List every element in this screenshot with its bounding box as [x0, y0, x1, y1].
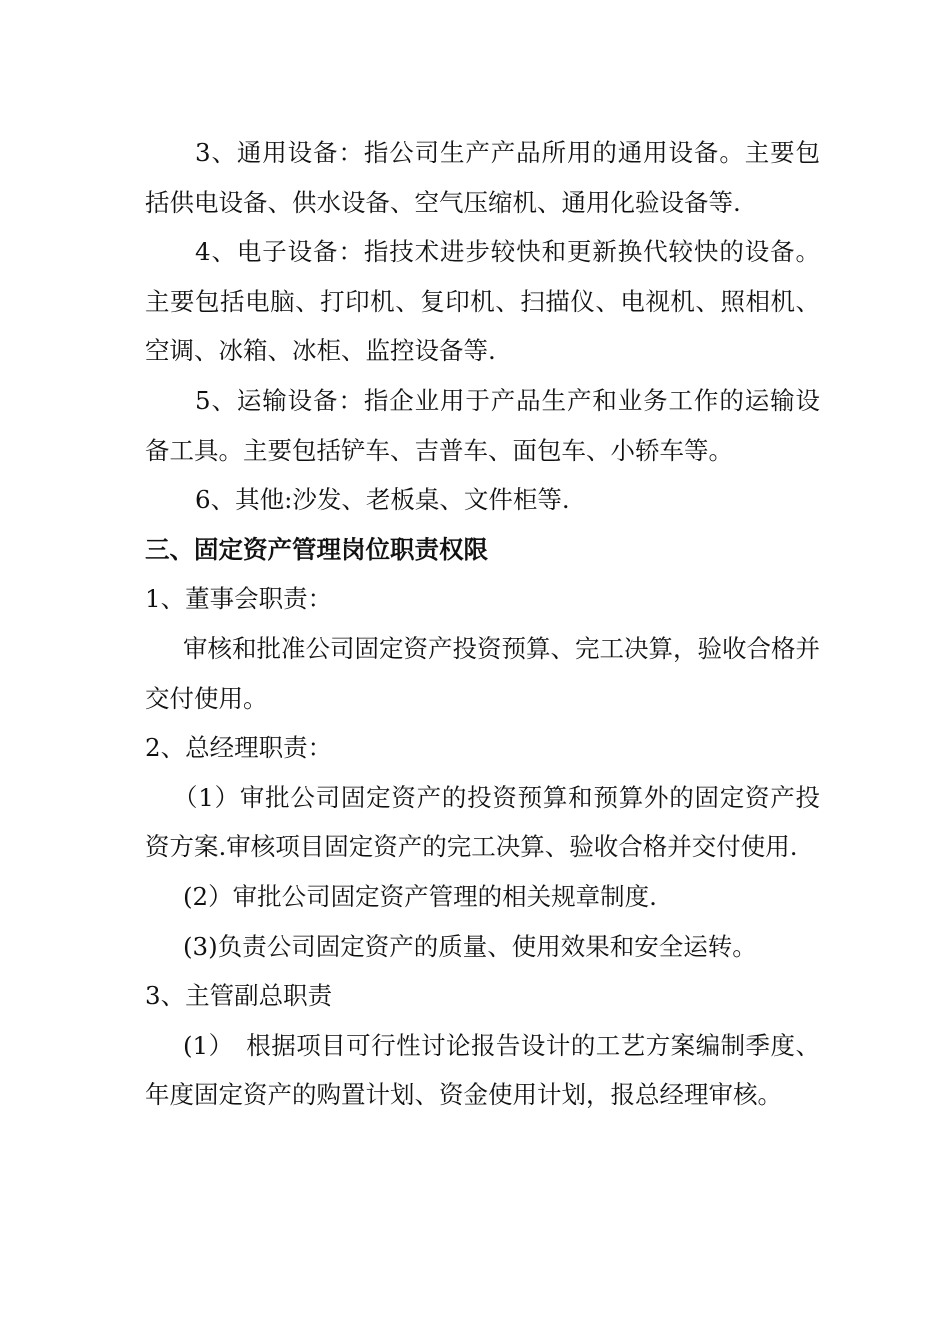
paragraph-general-equipment: 3、通用设备：指公司生产产品所用的通用设备。主要包括供电设备、供水设备、空气压缩机、通用化验设备等. — [145, 138, 820, 217]
subheading-gm-duties: 2、总经理职责： — [145, 733, 333, 763]
subheading-vp-duties: 3、主管副总职责 — [145, 981, 333, 1011]
paragraph-vp-duty-1: (1） 根据项目可行性讨论报告设计的工艺方案编制季度、年度固定资产的购置计划、资金使用计划，报总经理审核。 — [145, 1030, 820, 1110]
section-heading-responsibilities: 三、固定资产管理岗位职责权限 — [145, 534, 488, 564]
paragraph-gm-duty-1: （1）审批公司固定资产的投资预算和预算外的固定资产投资方案.审核项目固定资产的完工决算、验收合格并交付使用. — [145, 782, 820, 862]
paragraph-gm-duty-3: (3)负责公司固定资产的质量、使用效果和安全运转。 — [183, 931, 757, 961]
paragraph-other-items: 6、其他:沙发、老板桌、文件柜等. — [195, 485, 570, 515]
paragraph-electronic-equipment: 4、电子设备：指技术进步较快和更新换代较快的设备。主要包括电脑、打印机、复印机、扫描仪、电视机、照相机、空调、冰箱、冰柜、监控设备等. — [145, 237, 820, 366]
paragraph-board-duties: 审核和批准公司固定资产投资预算、完工决算，验收合格并交付使用。 — [145, 633, 820, 713]
document-body — [145, 128, 820, 1120]
paragraph-transport-equipment: 5、运输设备：指企业用于产品生产和业务工作的运输设备工具。主要包括铲车、吉普车、面包车、小轿车等。 — [145, 385, 820, 465]
paragraph-gm-duty-2: (2）审批公司固定资产管理的相关规章制度. — [183, 881, 657, 911]
subheading-board-duties: 1、董事会职责： — [145, 584, 333, 614]
